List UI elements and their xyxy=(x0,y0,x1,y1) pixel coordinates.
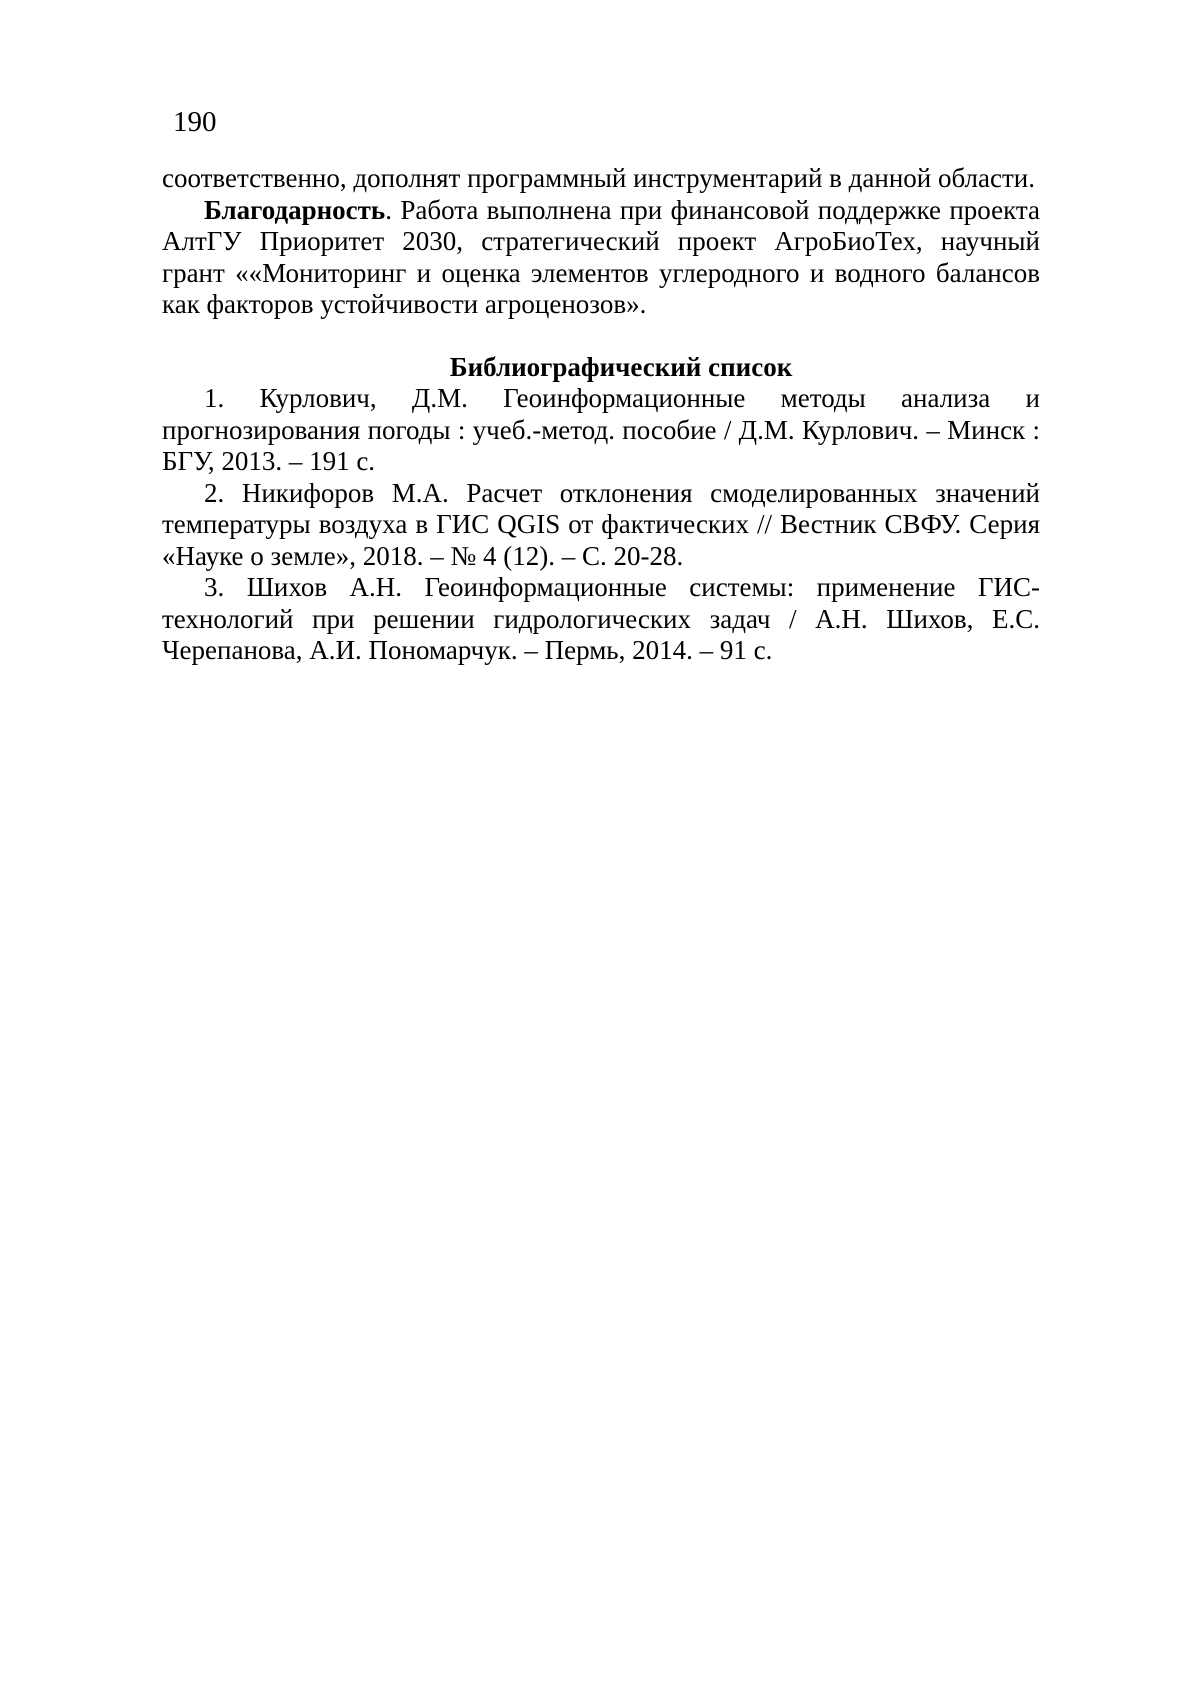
acknowledgement-paragraph xyxy=(162,195,1040,321)
bibliography-item: 2. Никифоров М.А. Расчет отклонения смоделированных значений температуры воздуха в ГИС QGIS от фактических // Вестник СВФУ. Серия «Науке о земле», 2018. – № 4 (12). – С. 20-28. xyxy=(162,477,1040,571)
bibliography-item: 3. Шихов А.Н. Геоинформационные системы: применение ГИС-технологий при решении гидрологических задач / А.Н. Шихов, Е.С. Черепанова, А.И. Пономарчук. – Пермь, 2014. – 91 с. xyxy=(162,572,1040,665)
page-number: 190 xyxy=(173,106,217,138)
acknowledgement-text: . Работа выполнена при финансовой поддержке проекта АлтГУ Приоритет 2030, стратегический проект АгроБиоТех, научный грант ««Мониторинг и оценка элементов углеродного и водного балансов как факторов устойчивости агроценозов». xyxy=(162,194,1040,319)
bibliography-heading: Библиографический список xyxy=(449,351,793,382)
acknowledgement-label: Благодарность xyxy=(204,194,386,225)
continuation-paragraph: соответственно, дополнят программный инструментарий в данной области. xyxy=(162,163,1035,193)
bibliography-item: 1. Курлович, Д.М. Геоинформационные методы анализа и прогнозирования погоды : учеб.-метод. пособие / Д.М. Курлович. – Минск : БГУ, 2013. – 191 с. xyxy=(162,383,1040,476)
page-content xyxy=(162,163,1040,667)
